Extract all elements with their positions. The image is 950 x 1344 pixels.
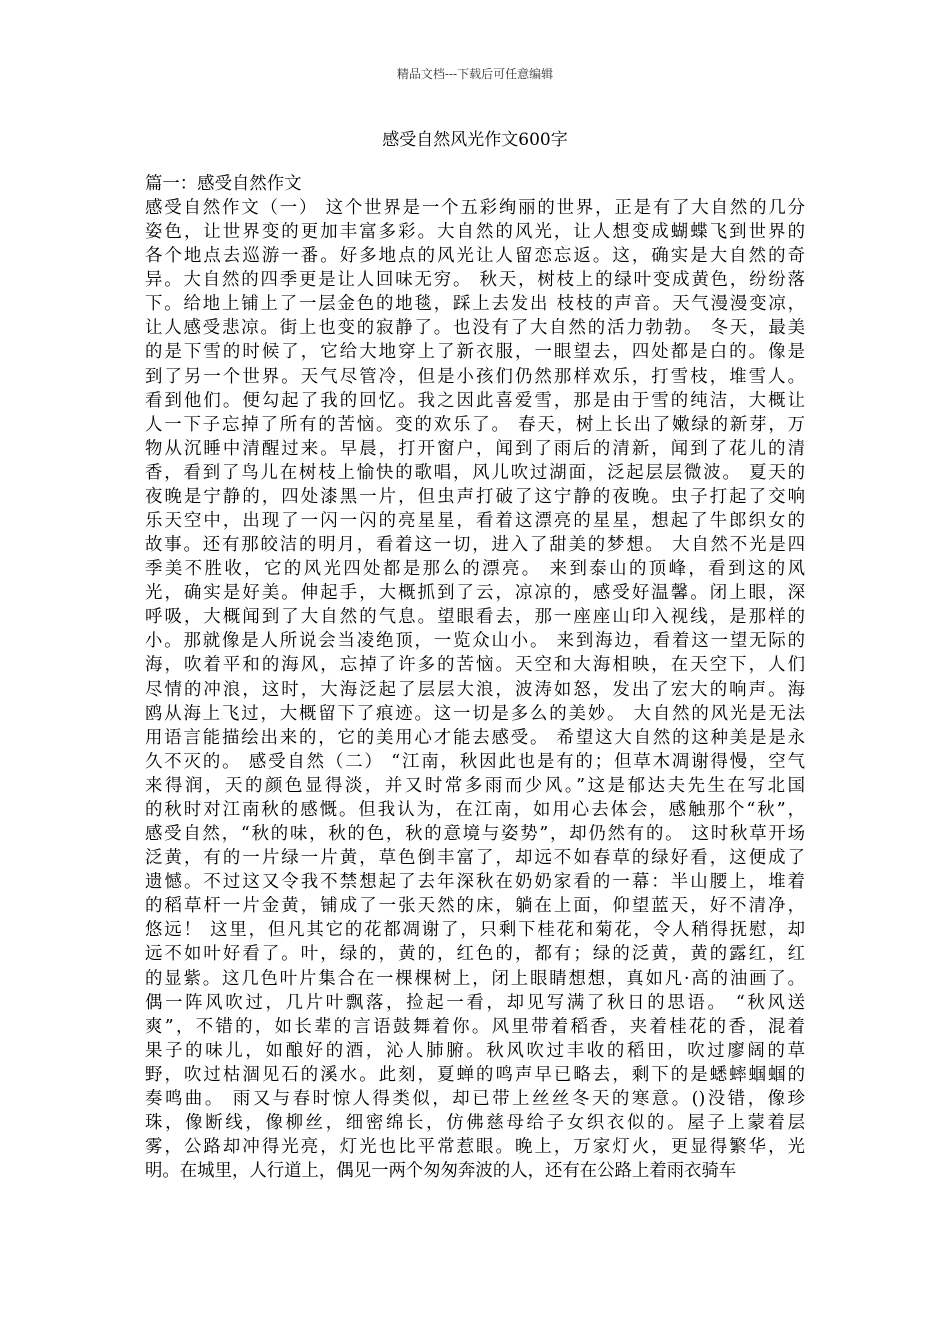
document-title: 感受自然风光作文600字 (382, 130, 568, 150)
body-line: 感受自然作文（一） 这个世界是一个五彩绚丽的世界，正是有了大自然的几分 (145, 198, 805, 218)
body-line: 各个地点去巡游一番。好多地点的风光让人留恋忘返。这，确实是大自然的奇 (145, 246, 805, 267)
body-line: 遗憾。不过这又令我不禁想起了去年深秋在奶奶家看的一幕：半山腰上，堆着 (145, 872, 805, 893)
body-line: 下。给地上铺上了一层金色的地毯，踩上去发出 枝枝的声音。天气漫漫变凉， (145, 294, 805, 315)
body-line: 感受自然，“秋的味，秋的色，秋的意境与姿势”，却仍然有的。 这时秋草开场 (145, 824, 805, 845)
body-line: 鸥从海上飞过，大概留下了痕迹。这一切是多么的美妙。 大自然的风光是无法 (145, 703, 805, 724)
body-line: 明。在城里，人行道上，偶见一两个匆匆奔波的人，还有在公路上着雨衣骑车 (145, 1161, 737, 1182)
body-line: 乐天空中，出现了一闪一闪的亮星星，看着这漂亮的星星，想起了牛郎织女的 (145, 511, 805, 532)
body-line: 悠远！ 这里，但凡其它的花都凋谢了，只剩下桂花和菊花，令人稍得抚慰，却 (145, 920, 805, 941)
body-line: 的是下雪的时候了，它给大地穿上了新衣服，一眼望去，四处都是白的。像是 (145, 342, 805, 363)
body-line: 用语言能描绘出来的，它的美用心才能去感受。 希望这大自然的这种美是是永 (145, 727, 805, 748)
body-line: 野，吹过枯涸见石的溪水。此刻，夏蝉的鸣声早已略去，剩下的是蟋蟀蝈蝈的 (145, 1064, 805, 1085)
body-line: 光，确实是好美。伸起手，大概抓到了云，凉凉的，感受好温馨。闭上眼，深 (145, 583, 805, 604)
document-body (145, 172, 805, 1183)
section-heading: 篇一：感受自然作文 (145, 174, 302, 194)
body-line: 香，看到了鸟儿在树枝上愉快的歌唱，风儿吹过湖面，泛起层层微波。 夏天的 (145, 462, 805, 483)
body-line: 的稻草杆一片金黄，铺成了一张天然的床，躺在上面，仰望蓝天，好不清净， (145, 896, 805, 917)
body-line: 珠，像断线，像柳丝，细密绵长，仿佛慈母给子女织衣似的。屋子上蒙着层 (145, 1112, 805, 1133)
body-line: 海，吹着平和的海风，忘掉了许多的苦恼。天空和大海相映，在天空下，人们 (145, 655, 805, 676)
body-line: 偶一阵风吹过，几片叶飘落，捡起一看，却见写满了秋日的思语。 “秋风送 (145, 992, 805, 1013)
body-line: 物从沉睡中清醒过来。早晨，打开窗户，闻到了雨后的清新，闻到了花儿的清 (145, 438, 805, 459)
body-line: 爽”，不错的，如长辈的言语鼓舞着你。风里带着稻香，夹着桂花的香，混着 (145, 1016, 805, 1037)
body-line: 故事。还有那皎洁的明月，看着这一切，进入了甜美的梦想。 大自然不光是四 (145, 535, 805, 556)
body-line: 呼吸，大概闻到了大自然的气息。望眼看去，那一座座山印入视线，是那样的 (145, 607, 805, 628)
body-line: 泛黄，有的一片绿一片黄，草色倒丰富了，却远不如春草的绿好看，这便成了 (145, 848, 805, 869)
body-line: 小。那就像是人所说会当凌绝顶，一览众山小。 来到海边，看着这一望无际的 (145, 631, 805, 652)
body-line: 果子的味儿，如酿好的酒，沁人肺腑。秋风吹过丰收的稻田，吹过廖阔的草 (145, 1040, 805, 1061)
body-line: 夜晚是宁静的，四处漆黑一片，但虫声打破了这宁静的夜晚。虫子打起了交响 (145, 486, 805, 507)
body-line: 远不如叶好看了。叶，绿的，黄的，红色的，都有；绿的泛黄，黄的露红，红 (145, 944, 805, 965)
body-line: 季美不胜收，它的风光四处都是那么的漂亮。 来到泰山的顶峰，看到这的风 (145, 559, 805, 580)
body-line: 的显紫。这几色叶片集合在一棵棵树上，闭上眼睛想想，真如凡·高的油画了。 (145, 968, 805, 989)
body-line: 久不灭的。 感受自然（二） “江南，秋因此也是有的；但草木凋谢得慢，空气 (145, 751, 805, 772)
body-line: 到了另一个世界。天气尽管冷，但是小孩们仍然那样欢乐，打雪枝，堆雪人。 (145, 366, 805, 387)
body-line: 姿色，让世界变的更加丰富多彩。大自然的风光，让人想变成蝴蝶飞到世界的 (145, 222, 805, 243)
body-text (145, 196, 805, 1183)
page-header: 精品文档---下载后可任意编辑 (396, 67, 554, 81)
body-line: 异。大自然的四季更是让人回味无穷。 秋天，树枝上的绿叶变成黄色，纷纷落 (145, 270, 805, 291)
body-line: 奏鸣曲。 雨又与春时惊人得类似，却已带上丝丝冬天的寒意。()没错，像珍 (145, 1088, 805, 1109)
body-line: 尽情的冲浪，这时，大海泛起了层层大浪，波涛如怒，发出了宏大的响声。海 (145, 679, 805, 700)
body-line: 来得润，天的颜色显得淡，并又时常多雨而少风。”这是郁达夫先生在写北国 (145, 775, 805, 796)
body-line: 让人感受悲凉。街上也变的寂静了。也没有了大自然的活力勃勃。 冬天，最美 (145, 318, 805, 339)
body-line: 看到他们。便勾起了我的回忆。我之因此喜爱雪，那是由于雪的纯洁，大概让 (145, 390, 805, 411)
body-line: 人一下子忘掉了所有的苦恼。变的欢乐了。 春天，树上长出了嫩绿的新芽，万 (145, 414, 805, 435)
body-line: 的秋时对江南秋的感慨。但我认为，在江南，如用心去体会，感触那个“秋”， (145, 799, 805, 820)
body-line: 雾，公路却冲得光亮，灯光也比平常惹眼。晚上，万家灯火，更显得繁华，光 (145, 1137, 805, 1158)
